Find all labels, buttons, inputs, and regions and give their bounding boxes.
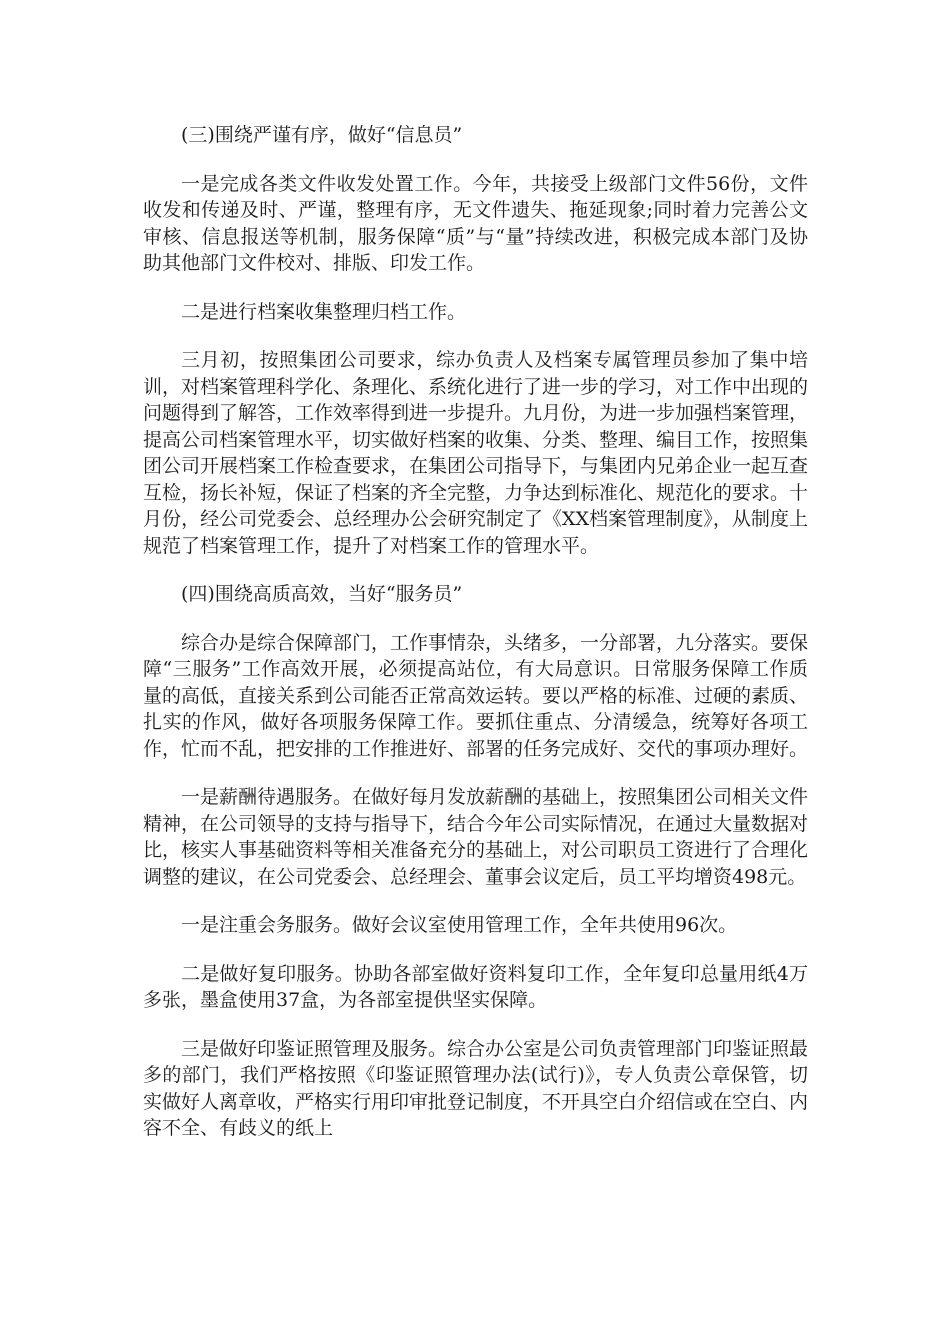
paragraph: 二是进行档案收集整理归档工作。 (181, 300, 467, 323)
section-heading-4: (四)围绕高质高效，当好“服务员” (181, 583, 463, 605)
paragraph: 三月初，按照集团公司要求，综办负责人及档案专属管理员参加了集中培训，对档案管理科学化、条理化、系统化进行了进一步的学习，对工作中出现的问题得到了解答，工作效率得到进一步提升。九月份，为进一步加强档案管理，提高公司档案管理水平，切实做好档案的收集、分类、整理、编目工作，按照集团公司开展档案工作检查要求，在集团公司指导下，与集团内兄弟企业一起互查互检，扬长补短，保证了档案的齐全完整，力争达到标准化、规范化的要求。十月份，经公司党委会、总经理办公会研究制定了《XX档案管理制度》，从制度上规范了档案管理工作，提升了对档案工作的管理水平。 (143, 349, 809, 557)
paragraph: 三是做好印鉴证照管理及服务。综合办公室是公司负责管理部门印鉴证照最多的部门，我们严格按照《印鉴证照管理办法(试行)》，专人负责公章保管，切实做好人离章收，严格实行用印审批登记制度，不开具空白介绍信或在空白、内容不全、有歧义的纸上 (143, 1037, 809, 1139)
paragraph: 一是完成各类文件收发处置工作。今年，共接受上级部门文件56份，文件收发和传递及时、严谨，整理有序，无文件遗失、拖延现象;同时着力完善公文审核、信息报送等机制，服务保障“质”与“量”持续改进，积极完成本部门及协助其他部门文件校对、排版、印发工作。 (143, 172, 808, 274)
document-body (143, 122, 808, 1164)
paragraph: 一是注重会务服务。做好会议室使用管理工作，全年共使用96次。 (181, 914, 738, 936)
paragraph: 一是薪酬待遇服务。在做好每月发放薪酬的基础上，按照集团公司相关文件精神，在公司领导的支持与指导下，结合今年公司实际情况，在通过大量数据对比，核实人事基础资料等相关准备充分的基础上，对公司职员工资进行了合理化调整的建议，在公司党委会、总经理会、董事会议定后，员工平均增资498元。 (143, 786, 809, 888)
paragraph: 二是做好复印服务。协助各部室做好资料复印工作，全年复印总量用纸4万多张，墨盒使用37盒，为各部室提供坚实保障。 (143, 962, 808, 1011)
section-heading-3: (三)围绕严谨有序，做好“信息员” (181, 124, 463, 146)
paragraph: 综合办是综合保障部门，工作事情杂，头绪多，一分部署，九分落实。要保障“三服务”工作高效开展，必须提高站位，有大局意识。日常服务保障工作质量的高低，直接关系到公司能否正常高效运转。要以严格的标准、过硬的素质、扎实的作风，做好各项服务保障工作。要抓住重点、分清缓急，统筹好各项工作，忙而不乱，把安排的工作推进好、部署的任务完成好、交代的事项办理好。 (143, 631, 809, 760)
